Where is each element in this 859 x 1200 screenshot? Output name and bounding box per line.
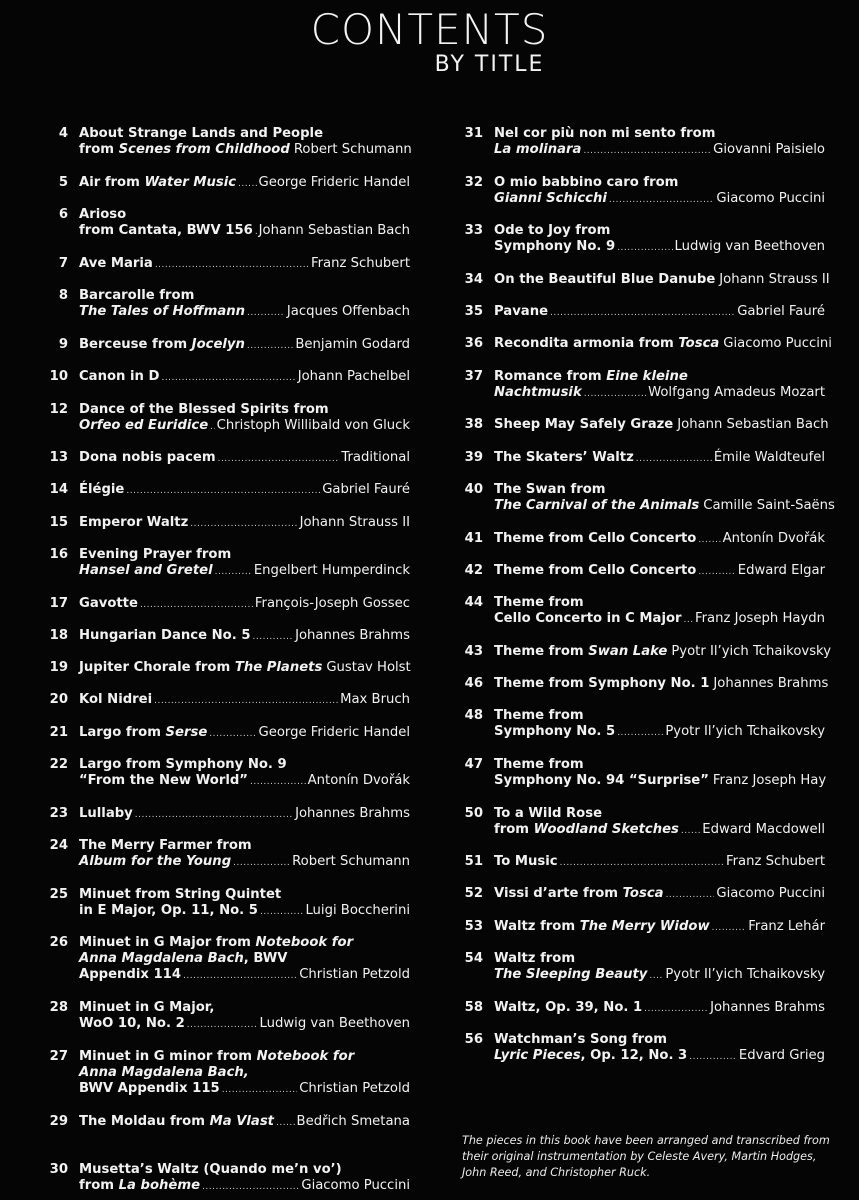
leader-dots [617,725,663,741]
toc-title-line: Minuet from String Quintet [79,887,282,902]
toc-composer: Gabriel Fauré [737,304,825,319]
toc-page-number: 21 [49,725,68,740]
leader-dots [202,1179,299,1195]
toc-title-line: Minuet in G minor from Notebook for [79,1049,355,1064]
toc-composer: Benjamin Godard [295,337,410,352]
toc-composer: Pyotr Il’yich Tchaikovsky [665,724,825,739]
toc-page-number: 41 [464,531,483,546]
leader-dots [584,386,646,402]
toc-composer: Bedřich Smetana [296,1114,410,1129]
leader-dots [583,143,711,159]
toc-composer: Pyotr Il’yich Tchaikovsky [671,644,832,659]
toc-page-number: 24 [49,838,68,853]
toc-title-line: Theme from Cello Concerto [494,563,697,578]
toc-composer: Johann Pachelbel [297,369,410,384]
toc-page-number: 38 [464,417,483,432]
leader-dots [689,1049,737,1065]
toc-composer: Franz Joseph Hay [712,773,827,788]
toc-title-line: “From the New World” [79,773,248,788]
toc-title-line: La molinara [494,142,582,157]
toc-title-line: Theme from [494,757,584,772]
leader-dots [210,419,215,435]
leader-dots [215,564,252,580]
toc-title-line: The Carnival of the Animals [494,498,700,513]
toc-title-line: Waltz from The Merry Widow [494,919,710,934]
toc-title-line: Symphony No. 94 “Surprise” [494,773,709,788]
toc-composer: Johannes Brahms [713,676,829,691]
toc-title-line: About Strange Lands and People [79,126,324,141]
toc-title-line: Vissi d’arte from Tosca [494,886,664,901]
toc-page-number: 10 [49,369,68,384]
toc-title-line: Barcarolle from [79,288,195,303]
toc-title-line: Evening Prayer from [79,547,232,562]
toc-composer: Edward Macdowell [702,822,825,837]
toc-page-number: 19 [49,660,68,675]
toc-title-line: Jupiter Chorale from The Planets [79,660,323,675]
toc-page-number: 40 [464,482,483,497]
toc-title-line: in E Major, Op. 11, No. 5 [79,903,258,918]
toc-title-line: On the Beautiful Blue Danube [494,272,716,287]
toc-page-number: 35 [464,304,483,319]
toc-title-line: To Music [494,854,558,869]
toc-composer: Gabriel Fauré [322,482,410,497]
toc-title-line: Élégie [79,482,125,497]
leader-dots [238,176,256,192]
toc-title-line: Cello Concerto in C Major [494,611,682,626]
toc-title-line: Theme from Swan Lake [494,644,668,659]
toc-page-number: 28 [49,1000,68,1015]
toc-page-number: 27 [49,1049,68,1064]
toc-title-line: Romance from Eine kleine [494,369,688,384]
toc-page-number: 12 [49,402,68,417]
toc-page-number: 4 [58,126,68,141]
toc-composer: Edward Elgar [737,563,825,578]
toc-composer: Antonín Dvořák [722,531,825,546]
toc-title-line: Recondita armonia from Tosca [494,336,720,351]
toc-title-line: WoO 10, No. 2 [79,1016,185,1031]
leader-dots [666,887,715,903]
toc-title-line: from La bohème [79,1178,201,1193]
toc-page-number: 44 [464,595,483,610]
leader-dots [183,968,297,984]
toc-title-line: from Woodland Sketches [494,822,679,837]
page-title: CONTENTS [310,5,549,54]
leader-dots [126,483,320,499]
toc-composer: Antonín Dvořák [307,773,410,788]
toc-composer: François-Joseph Gossec [254,596,410,611]
toc-page-number: 9 [58,337,68,352]
toc-page-number: 56 [464,1032,483,1047]
toc-composer: Franz Joseph Haydn [695,611,825,626]
toc-composer: Pyotr Il’yich Tchaikovsky [665,967,825,982]
toc-page-number: 43 [464,644,483,659]
toc-title-line: Canon in D [79,369,160,384]
toc-composer: Émile Waldteufel [713,450,825,465]
toc-page-number: 48 [464,708,483,723]
toc-composer: Edvard Grieg [738,1048,825,1063]
leader-dots [698,564,735,580]
toc-composer: Gustav Holst [326,660,411,675]
leader-dots [247,338,293,354]
leader-dots [247,305,285,321]
leader-dots [135,807,293,823]
toc-page-number: 22 [49,757,68,772]
toc-composer: Johannes Brahms [295,806,410,821]
toc-page-number: 25 [49,887,68,902]
toc-page-number: 58 [464,1000,483,1015]
toc-title-line: Largo from Serse [79,725,208,740]
toc-title-line: The Moldau from Ma Vlast [79,1114,274,1129]
leader-dots [698,532,720,548]
toc-title-line: Ave Maria [79,256,153,271]
toc-composer: Christian Petzold [299,1081,410,1096]
toc-page-number: 14 [49,482,68,497]
toc-title-line: The Merry Farmer from [79,838,252,853]
toc-page-number: 31 [464,126,483,141]
toc-page-number: 52 [464,886,483,901]
leader-dots [649,968,663,984]
toc-title-line: Theme from [494,708,584,723]
toc-page-number: 13 [49,450,68,465]
toc-page-number: 39 [464,450,483,465]
toc-composer: Traditional [341,450,410,465]
toc-title-line: The Skaters’ Waltz [494,450,634,465]
toc-title-line: The Swan from [494,482,606,497]
toc-page-number: 36 [464,336,483,351]
toc-composer: Johann Strauss II [719,272,830,287]
toc-composer: Johann Sebastian Bach [677,417,829,432]
leader-dots [187,1017,258,1033]
leader-dots [250,774,306,790]
toc-title-line: Musetta’s Waltz (Quando me’n vo’) [79,1162,342,1177]
toc-composer: Robert Schumann [293,142,412,157]
leader-dots [681,823,700,839]
leader-dots [276,1115,295,1131]
toc-page-number: 16 [49,547,68,562]
toc-composer: George Frideric Handel [258,725,410,740]
toc-title-line: Nachtmusik [494,385,582,400]
leader-dots [222,1082,298,1098]
toc-title-line: Minuet in G Major, [79,1000,215,1015]
toc-composer: Ludwig van Beethoven [259,1016,410,1031]
leader-dots [190,516,297,532]
leader-dots [617,240,672,256]
leader-dots [560,855,724,871]
toc-title-line: Waltz, Op. 39, No. 1 [494,1000,643,1015]
leader-dots [253,629,294,645]
toc-composer: Engelbert Humperdinck [253,563,410,578]
leader-dots [260,904,303,920]
toc-page-number: 30 [49,1162,68,1177]
toc-page-number: 26 [49,935,68,950]
toc-title-line: from Scenes from Childhood [79,142,290,157]
toc-composer: Christoph Willibald von Gluck [216,418,410,433]
toc-page-number: 50 [464,806,483,821]
toc-composer: George Frideric Handel [258,175,410,190]
leader-dots [155,257,309,273]
toc-composer: Max Bruch [340,692,410,707]
toc-title-line: Symphony No. 5 [494,724,616,739]
toc-composer: Wolfgang Amadeus Mozart [648,385,825,400]
leader-dots [550,305,735,321]
leader-dots [154,693,338,709]
toc-title-line: Gianni Schicchi [494,191,607,206]
toc-page-number: 15 [49,515,68,530]
leader-dots [712,920,747,936]
toc-composer: Jacques Offenbach [286,304,410,319]
toc-title-line: Pavane [494,304,549,319]
toc-composer: Franz Schubert [725,854,825,869]
toc-title-line: from Cantata, BWV 156 [79,223,253,238]
toc-title-line: O mio babbino caro from [494,175,679,190]
toc-composer: Franz Schubert [310,256,410,271]
toc-title-line: Theme from Symphony No. 1 [494,676,710,691]
toc-page-number: 18 [49,628,68,643]
toc-page-number: 32 [464,175,483,190]
toc-composer: Johannes Brahms [710,1000,825,1015]
toc-title-line: Watchman’s Song from [494,1032,667,1047]
toc-title-line: Symphony No. 9 [494,239,616,254]
toc-composer: Giacomo Puccini [723,336,832,351]
toc-title-line: Anna Magdalena Bach, [79,1065,249,1080]
toc-composer: Franz Lehár [748,919,825,934]
toc-title-line: Theme from [494,595,584,610]
leader-dots [161,370,295,386]
toc-composer: Camille Saint-Saëns [703,498,835,513]
toc-title-line: Orfeo ed Euridice [79,418,209,433]
toc-title-line: Appendix 114 [79,967,182,982]
toc-page-number: 47 [464,757,483,772]
page-subtitle: BY TITLE [434,52,545,77]
toc-composer: Giovanni Paisielo [713,142,825,157]
toc-page-number: 20 [49,692,68,707]
leader-dots [209,726,256,742]
leader-dots [255,224,257,240]
toc-composer: Johann Sebastian Bach [258,223,410,238]
toc-page-number: 6 [58,207,68,222]
toc-composer: Giacomo Puccini [301,1178,410,1193]
leader-dots [609,192,714,208]
toc-title-line: Sheep May Safely Graze [494,417,674,432]
toc-composer: Robert Schumann [292,854,410,869]
toc-composer: Giacomo Puccini [716,191,825,206]
toc-title-line: Minuet in G Major from Notebook for [79,935,354,950]
toc-title-line: Dance of the Blessed Spirits from [79,402,329,417]
toc-composer: Christian Petzold [299,967,410,982]
toc-title-line: Anna Magdalena Bach, BWV [79,951,288,966]
leader-dots [644,1001,708,1017]
toc-title-line: Largo from Symphony No. 9 [79,757,287,772]
leader-dots [636,451,712,467]
toc-page-number: 42 [464,563,483,578]
toc-title-line: Lyric Pieces, Op. 12, No. 3 [494,1048,688,1063]
leader-dots [218,451,340,467]
toc-title-line: Hansel and Gretel [79,563,213,578]
toc-page-number: 33 [464,223,483,238]
toc-title-line: Album for the Young [79,854,232,869]
toc-composer: Luigi Boccherini [305,903,410,918]
toc-title-line: Lullaby [79,806,133,821]
toc-page-number: 34 [464,272,483,287]
toc-title-line: Emperor Waltz [79,515,189,530]
toc-title-line: Berceuse from Jocelyn [79,337,245,352]
toc-page-number: 46 [464,676,483,691]
arrangement-note: The pieces in this book have been arranged and transcribed from their original instrumentation by Celeste Avery, Martin Hodges, John Reed, and Christopher Ruck. [462,1134,830,1179]
toc-title-line: Air from Water Music [79,175,237,190]
leader-dots [684,612,693,628]
toc-page-number: 8 [58,288,68,303]
leader-dots [233,855,290,871]
toc-composer: Johannes Brahms [295,628,410,643]
toc-title-line: The Tales of Hoffmann [79,304,246,319]
toc-title-line: Ode to Joy from [494,223,611,238]
toc-title-line: Waltz from [494,951,576,966]
toc-title-line: Dona nobis pacem [79,450,216,465]
toc-title-line: Kol Nidrei [79,692,153,707]
toc-page-number: 5 [58,175,68,190]
toc-page-number: 37 [464,369,483,384]
toc-page-number: 17 [49,596,68,611]
toc-title-line: Arioso [79,207,127,222]
toc-title-line: Nel cor più non mi sento from [494,126,716,141]
toc-composer: Ludwig van Beethoven [674,239,825,254]
toc-composer: Johann Strauss II [299,515,410,530]
toc-title-line: To a Wild Rose [494,806,603,821]
toc-title-line: Theme from Cello Concerto [494,531,697,546]
toc-page-number: 53 [464,919,483,934]
toc-page-number: 51 [464,854,483,869]
toc-title-line: The Sleeping Beauty [494,967,648,982]
toc-page-number: 23 [49,806,68,821]
toc-page-number: 54 [464,951,483,966]
toc-title-line: Gavotte [79,596,138,611]
toc-page-number: 7 [58,256,68,271]
leader-dots [140,597,253,613]
toc-composer: Giacomo Puccini [716,886,825,901]
toc-title-line: Hungarian Dance No. 5 [79,628,251,643]
toc-title-line: BWV Appendix 115 [79,1081,220,1096]
toc-page-number: 29 [49,1114,68,1129]
